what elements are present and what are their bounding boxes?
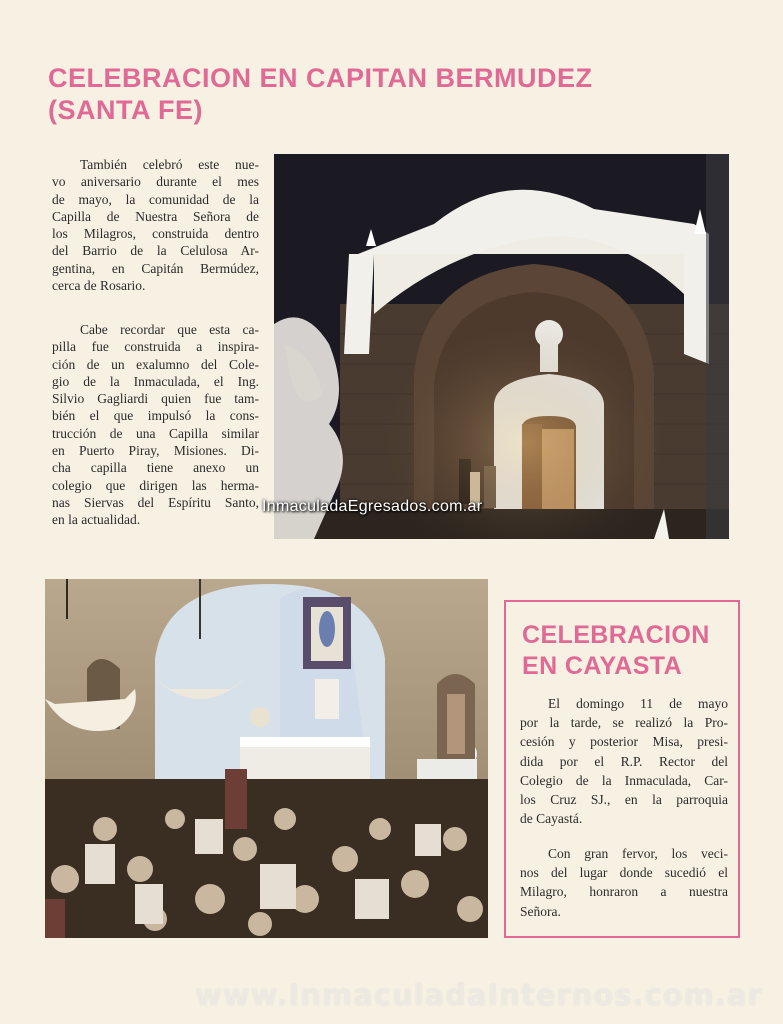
text-line: colegio que dirigen las herma-	[52, 477, 259, 493]
text-line: cha capilla tiene anexo un	[52, 460, 259, 476]
text-line: de Cayastá.	[520, 811, 583, 827]
article-title-cayasta	[522, 620, 732, 682]
text-line: Con gran fervor, los veci-	[548, 846, 728, 861]
footer-watermark: www.InmaculadaInternos.com.ar	[195, 978, 763, 1012]
article1-paragraph-1	[52, 156, 259, 294]
chapel-photo	[274, 154, 729, 539]
text-line: gentina, en Capitán Bermúdez,	[52, 260, 259, 276]
text-line: El domingo 11 de mayo	[548, 696, 728, 711]
box-title-line-2: EN CAYASTA	[522, 652, 683, 680]
text-line: nos del lugar donde sucedió el	[520, 865, 728, 881]
text-line: dida por el R.P. Rector del	[520, 753, 728, 769]
text-line: vo aniversario durante el mes	[52, 174, 259, 190]
text-line: bién el que impulsó la cons-	[52, 408, 259, 424]
text-line: Señora.	[520, 903, 561, 919]
text-line: Cabe recordar que esta ca-	[80, 322, 259, 337]
church-interior-photo	[45, 579, 488, 938]
article2-paragraph-2	[520, 844, 728, 921]
box-title-line-1: CELEBRACION	[522, 621, 710, 649]
text-line: trucción de una Capilla similar	[52, 425, 259, 441]
article2-paragraph-1	[520, 694, 728, 828]
text-line: cesión y posterior Misa, presi-	[520, 734, 728, 750]
text-line: por la tarde, se realizó la Pro-	[520, 715, 728, 731]
text-line: ción de un exalumno del Cole-	[52, 356, 259, 372]
text-line: También celebró este nue-	[80, 157, 259, 172]
text-line: Colegio de la Inmaculada, Car-	[520, 772, 728, 788]
text-line: del Barrio de la Celulosa Ar-	[52, 243, 259, 259]
text-line: en Puerto Piray, Misiones. Di-	[52, 443, 259, 459]
text-line: de mayo, la comunidad de la	[52, 191, 259, 207]
text-line: en la actualidad.	[52, 512, 141, 528]
article-box-cayasta	[504, 600, 740, 938]
article1-paragraph-2	[52, 321, 259, 529]
photo-watermark: InmaculadaEgresados.com.ar	[262, 498, 483, 515]
text-line: los Cruz SJ., en la parroquia	[520, 792, 728, 808]
title-line-1: CELEBRACION EN CAPITAN BERMUDEZ	[48, 63, 593, 93]
text-line: Silvio Gagliardi quien fue tam-	[52, 391, 259, 407]
text-line: pilla fue construida a inspira-	[52, 339, 259, 355]
text-line: los Milagros, construida dentro	[52, 226, 259, 242]
text-line: Milagro, honraron a nuestra	[520, 884, 728, 900]
text-line: nas Siervas del Espíritu Santo,	[52, 494, 259, 510]
title-line-2: (SANTA FE)	[48, 95, 203, 125]
article-title-capitan-bermudez	[48, 62, 688, 126]
text-line: Capilla de Nuestra Señora de	[52, 208, 259, 224]
text-line: cerca de Rosario.	[52, 278, 146, 294]
text-line: gio de la Inmaculada, el Ing.	[52, 373, 259, 389]
